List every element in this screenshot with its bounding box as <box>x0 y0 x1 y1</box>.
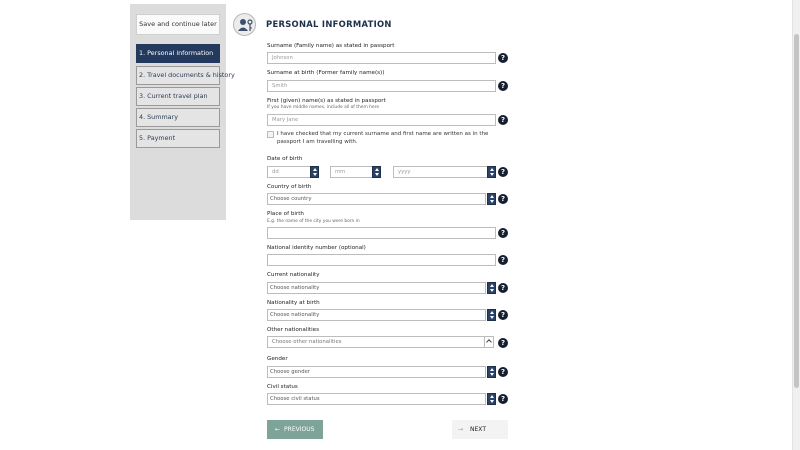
dob-month-arrow-icon[interactable] <box>372 166 381 178</box>
nationality-at-birth-label: Nationality at birth <box>267 300 320 306</box>
step-personal-information[interactable]: 1. Personal information <box>136 44 220 63</box>
national-id-label: National identity number (optional) <box>267 245 366 251</box>
surname-at-birth-input[interactable]: Smith <box>267 80 496 92</box>
sidebar <box>130 4 235 220</box>
date-of-birth-label: Date of birth <box>267 156 303 162</box>
step-travel-documents[interactable]: 2. Travel documents & history <box>136 66 220 85</box>
first-name-label: First (given) name(s) as stated in passport <box>267 98 386 104</box>
national-id-input[interactable] <box>267 254 496 266</box>
surname-at-birth-label: Surname at birth (Former family name(s)) <box>267 70 385 76</box>
name-confirm-checkbox[interactable] <box>267 131 274 138</box>
dob-year-select[interactable]: yyyy <box>393 166 488 178</box>
place-of-birth-hint: E.g. the name of the city you were born in <box>267 219 360 224</box>
dob-year-arrow-icon[interactable] <box>487 166 496 178</box>
place-of-birth-label: Place of birth <box>267 211 304 217</box>
dob-day-select[interactable]: dd <box>267 166 318 178</box>
gender-arrow-icon[interactable] <box>487 366 496 378</box>
country-of-birth-label: Country of birth <box>267 184 312 190</box>
person-key-icon <box>233 13 256 36</box>
gender-label: Gender <box>267 356 288 362</box>
nationality-at-birth-arrow-icon[interactable] <box>487 309 496 321</box>
next-label: NEXT <box>470 426 486 433</box>
next-button[interactable] <box>452 420 508 439</box>
save-continue-later-button[interactable]: Save and continue later <box>136 14 220 35</box>
first-name-input[interactable]: Mary Jane <box>267 114 496 126</box>
gender-select[interactable]: Choose gender <box>267 366 486 378</box>
help-icon[interactable]: ? <box>498 338 508 348</box>
help-icon[interactable]: ? <box>498 194 508 204</box>
help-icon[interactable]: ? <box>498 394 508 404</box>
current-nationality-select[interactable]: Choose nationality <box>267 282 486 294</box>
help-icon[interactable]: ? <box>498 53 508 63</box>
surname-input[interactable]: Johnson <box>267 52 496 64</box>
step-current-travel-plan[interactable]: 3. Current travel plan <box>136 87 220 106</box>
page-title: PERSONAL INFORMATION <box>266 19 392 29</box>
help-icon[interactable]: ? <box>498 367 508 377</box>
step-payment[interactable]: 5. Payment <box>136 129 220 148</box>
help-icon[interactable]: ? <box>498 115 508 125</box>
help-icon[interactable]: ? <box>498 283 508 293</box>
arrow-right-icon: → <box>458 426 464 433</box>
other-nationalities-select[interactable]: Choose other nationalities <box>267 336 485 348</box>
civil-status-arrow-icon[interactable] <box>487 393 496 405</box>
nationality-at-birth-select[interactable]: Choose nationality <box>267 309 486 321</box>
place-of-birth-input[interactable] <box>267 227 496 239</box>
page-scrollbar[interactable] <box>792 0 800 450</box>
country-of-birth-arrow-icon[interactable] <box>487 193 496 205</box>
current-nationality-arrow-icon[interactable] <box>487 282 496 294</box>
help-icon[interactable]: ? <box>498 228 508 238</box>
chevron-up-icon[interactable] <box>485 336 494 348</box>
civil-status-select[interactable]: Choose civil status <box>267 393 486 405</box>
help-icon[interactable]: ? <box>498 167 508 177</box>
help-icon[interactable]: ? <box>498 81 508 91</box>
country-of-birth-select[interactable]: Choose country <box>267 193 486 205</box>
other-nationalities-label: Other nationalities <box>267 327 319 333</box>
scrollbar-thumb[interactable] <box>794 34 799 388</box>
previous-button[interactable] <box>267 420 323 439</box>
step-summary[interactable]: 4. Summary <box>136 108 220 127</box>
arrow-left-icon: ← <box>275 426 281 433</box>
dob-month-select[interactable]: mm <box>330 166 381 178</box>
dob-day-arrow-icon[interactable] <box>310 166 319 178</box>
current-nationality-label: Current nationality <box>267 272 320 278</box>
previous-label: PREVIOUS <box>284 426 315 433</box>
help-icon[interactable]: ? <box>498 310 508 320</box>
civil-status-label: Civil status <box>267 384 298 390</box>
help-icon[interactable]: ? <box>498 255 508 265</box>
first-name-hint: If you have middle names, include all of them here <box>267 105 380 110</box>
surname-label: Surname (Family name) as stated in passport <box>267 43 395 49</box>
name-confirm-text: I have checked that my current surname and first name are written as in the passport I am travelling with. <box>277 131 489 145</box>
